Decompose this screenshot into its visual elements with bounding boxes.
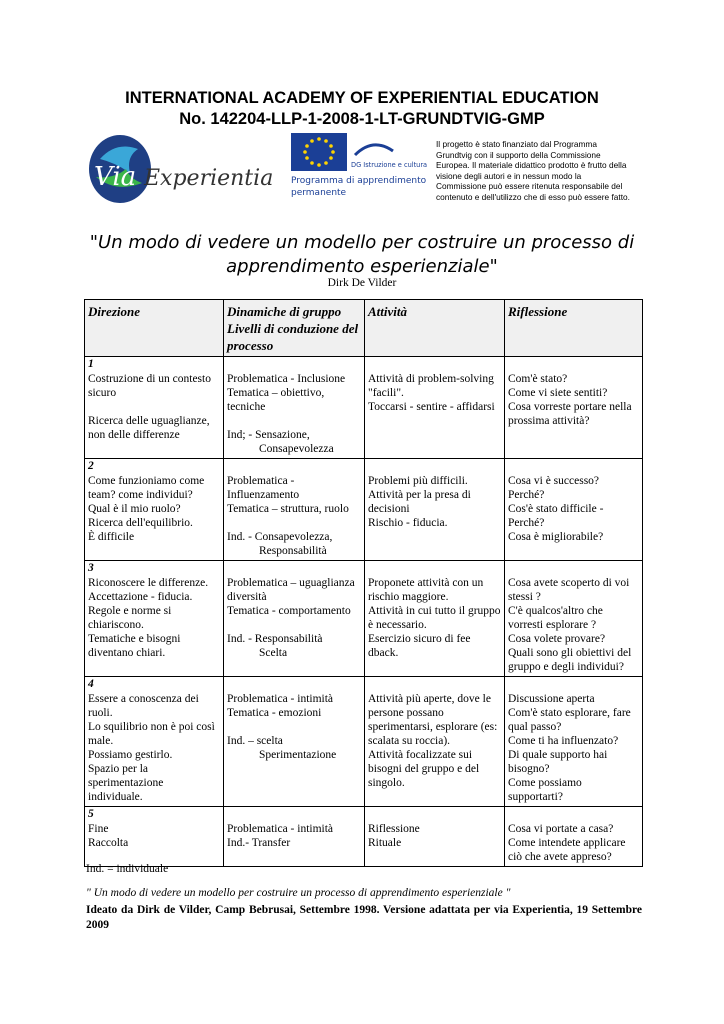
cell-line: Problematica - Influenzamento	[227, 475, 300, 501]
row-number: 4	[85, 677, 224, 692]
cell-line: Riflessione	[368, 823, 420, 835]
cell-line: Raccolta	[88, 837, 129, 849]
footer-title-citation: " Un modo di vedere un modello per costruire un processo di apprendimento esperienziale "	[86, 887, 511, 899]
cell-dinamiche	[224, 575, 365, 677]
cell-line: Perché?	[508, 489, 545, 501]
cell-riflessione	[505, 575, 643, 677]
cell-attivita	[365, 691, 505, 807]
empty-cell	[224, 459, 365, 474]
dg-swoosh-icon	[355, 145, 393, 155]
cell-line: Tematica – obiettivo, tecniche	[227, 387, 325, 413]
cell-line: Attività per la presa di decisioni	[368, 489, 471, 515]
table-row-number	[85, 807, 643, 822]
cell-line: Toccarsi - sentire - affidarsi	[368, 401, 495, 413]
spacer	[227, 414, 361, 428]
cell-riflessione	[505, 473, 643, 561]
table-row-number	[85, 561, 643, 576]
empty-cell	[365, 357, 505, 372]
spacer	[88, 400, 220, 414]
cell-line: Ind. – scelta	[227, 735, 283, 747]
cell-line: Problemi più difficili.	[368, 475, 468, 487]
cell-riflessione	[505, 371, 643, 459]
empty-cell	[224, 677, 365, 692]
empty-cell	[505, 459, 643, 474]
table-row-number	[85, 357, 643, 372]
cell-line: Possiamo gestirlo.	[88, 749, 173, 761]
cell-line: Com'è stato?	[508, 373, 568, 385]
cell-riflessione	[505, 691, 643, 807]
cell-line: Tematica – struttura, ruolo	[227, 503, 349, 515]
cell-line: Cosa vi portate a casa?	[508, 823, 614, 835]
cell-line: Come ti ha influenzato?	[508, 735, 619, 747]
spacer	[227, 516, 361, 530]
cell-line: Problematica - Inclusione	[227, 373, 346, 385]
cell-line: Fine	[88, 823, 109, 835]
header-riflessione: Riflessione	[505, 300, 643, 357]
cell-line: Come funzioniamo come team? come individui?	[88, 475, 205, 501]
dg-logo-text: DG Istruzione e cultura	[351, 161, 428, 169]
cell-line: Proponete attività con un rischio maggiore.	[368, 577, 484, 603]
cell-line: Quali sono gli obiettivi del gruppo e degli individui?	[508, 647, 632, 673]
cell-line: Qual è il mio ruolo?	[88, 503, 181, 515]
document-heading-academy: INTERNATIONAL ACADEMY OF EXPERIENTIAL EDUCATION	[125, 89, 599, 107]
empty-cell	[224, 807, 365, 822]
empty-cell	[505, 677, 643, 692]
cell-line: Spazio per la sperimentazione individuale.	[88, 763, 164, 803]
disclaimer-line: visione degli autori e in nessun modo la	[436, 170, 582, 181]
empty-cell	[365, 459, 505, 474]
cell-line: Attività in cui tutto il gruppo è necessario.	[368, 605, 501, 631]
cell-line: Cosa vorreste portare nella prossima attività?	[508, 401, 632, 427]
cell-line: Ricerca dell'equilibrio.	[88, 517, 193, 529]
cell-line: Tematiche e bisogni diventano chiari.	[88, 633, 181, 659]
via-experientia-logo	[86, 133, 276, 205]
document-title-line1: "Un modo di vedere un modello per costruire un processo di	[89, 232, 635, 253]
cell-direzione	[85, 575, 224, 677]
table-row-number	[85, 459, 643, 474]
table-row	[85, 575, 643, 677]
header-direzione: Direzione	[85, 300, 224, 357]
cell-line: Regole e norme si chiariscono.	[88, 605, 172, 631]
cell-dinamiche	[224, 821, 365, 867]
cell-line: Com'è stato esplorare, fare qual passo?	[508, 707, 631, 733]
cell-line: Attività di problem-solving "facili".	[368, 373, 494, 399]
author-name: Dirk De Vilder	[327, 277, 397, 289]
cell-direzione	[85, 821, 224, 867]
cell-dinamiche	[224, 473, 365, 561]
cell-line-indented: Sperimentazione	[259, 749, 337, 761]
cell-line: Problematica – uguaglianza diversità	[227, 577, 355, 603]
cell-line: Esercizio sicuro di fee dback.	[368, 633, 471, 659]
empty-cell	[505, 357, 643, 372]
funding-disclaimer	[436, 139, 641, 203]
cell-line: Essere a conoscenza dei ruoli.	[88, 693, 199, 719]
cell-line-indented: Responsabilità	[259, 545, 327, 557]
disclaimer-line: Europea. Il materiale didattico prodotto è frutto della	[436, 160, 627, 171]
programme-logo-text-line1: Programma di apprendimento	[291, 176, 427, 186]
table-row	[85, 371, 643, 459]
document-title-line2: apprendimento esperienziale"	[226, 256, 498, 277]
spacer	[227, 618, 361, 632]
disclaimer-line: Commissione può essere ritenuta responsabile del	[436, 181, 623, 192]
cell-direzione	[85, 371, 224, 459]
empty-cell	[505, 807, 643, 822]
cell-line: Cosa avete scoperto di voi stessi ?	[508, 577, 630, 603]
cell-line: Riconoscere le differenze.	[88, 577, 209, 589]
abbreviation-note: Ind. = individuale	[86, 863, 169, 875]
cell-line: Problematica - intimità	[227, 693, 334, 705]
table-body	[85, 357, 643, 867]
document-heading-project-number: No. 142204-LLP-1-2008-1-LT-GRUNDTVIG-GMP	[179, 110, 545, 128]
eu-programme-logo	[289, 133, 435, 203]
cell-line: Come vi siete sentiti?	[508, 387, 608, 399]
header-dinamiche: Dinamiche di gruppo Livelli di conduzione del processo	[224, 300, 365, 357]
row-number: 1	[85, 357, 224, 372]
empty-cell	[224, 357, 365, 372]
empty-cell	[505, 561, 643, 576]
cell-line: Cosa è migliorabile?	[508, 531, 604, 543]
cell-line: Costruzione di un contesto sicuro	[88, 373, 211, 399]
cell-line-indented: Consapevolezza	[259, 443, 334, 455]
cell-line: Di quale supporto hai bisogno?	[508, 749, 608, 775]
cell-line: Rischio - fiducia.	[368, 517, 448, 529]
cell-direzione	[85, 473, 224, 561]
disclaimer-line: contenuto e dell'utilizzo che di esso può essere fatto.	[436, 191, 630, 202]
cell-line: Come possiamo supportarti?	[508, 777, 582, 803]
table-header-row	[85, 300, 643, 357]
cell-line: Ind.- Transfer	[227, 837, 291, 849]
table-row	[85, 691, 643, 807]
cell-line: Ind; - Sensazione,	[227, 429, 310, 441]
cell-direzione	[85, 691, 224, 807]
cell-attivita	[365, 821, 505, 867]
process-table	[84, 299, 643, 867]
cell-dinamiche	[224, 371, 365, 459]
table-row	[85, 473, 643, 561]
cell-line: Ricerca delle uguaglianze, non delle differenze	[88, 415, 210, 441]
cell-attivita	[365, 473, 505, 561]
cell-line: Cos'è stato difficile - Perché?	[508, 503, 604, 529]
table-row-number	[85, 677, 643, 692]
cell-line: Tematica - comportamento	[227, 605, 351, 617]
empty-cell	[365, 561, 505, 576]
header-attivita: Attività	[365, 300, 505, 357]
empty-cell	[365, 807, 505, 822]
cell-line: È difficile	[88, 531, 135, 543]
table-row	[85, 821, 643, 867]
row-number: 5	[85, 807, 224, 822]
row-number: 2	[85, 459, 224, 474]
programme-logo-text-line2: permanente	[291, 188, 347, 198]
cell-line: Tematica - emozioni	[227, 707, 322, 719]
via-logo-text-part2: Experientia	[144, 166, 274, 191]
cell-line: Cosa vi è successo?	[508, 475, 600, 487]
cell-line: Lo squilibrio non è poi così male.	[88, 721, 215, 747]
spacer	[227, 720, 361, 734]
cell-line: Cosa volete provare?	[508, 633, 606, 645]
row-number: 3	[85, 561, 224, 576]
cell-line: Rituale	[368, 837, 402, 849]
disclaimer-line: Il progetto è stato finanziato dal Programma	[436, 139, 597, 149]
cell-line: Accettazione - fiducia.	[88, 591, 193, 603]
cell-line: Ind. - Consapevolezza,	[227, 531, 333, 543]
via-logo-text-part1: Via	[94, 162, 137, 192]
empty-cell	[224, 561, 365, 576]
cell-line-indented: Scelta	[259, 647, 288, 659]
cell-line: Attività focalizzate sui bisogni del gruppo e del singolo.	[368, 749, 480, 789]
cell-line: Discussione aperta	[508, 693, 595, 705]
cell-dinamiche	[224, 691, 365, 807]
cell-line: C'è qualcos'altro che vorresti esplorare ?	[508, 605, 603, 631]
cell-line: Attività più aperte, dove le persone possano sperimentarsi, esplorare (es: scalata su roccia).	[368, 693, 498, 747]
empty-cell	[365, 677, 505, 692]
cell-line: Ind. - Responsabilità	[227, 633, 323, 645]
cell-riflessione	[505, 821, 643, 867]
cell-attivita	[365, 371, 505, 459]
cell-line: Problematica - intimità	[227, 823, 334, 835]
disclaimer-line: Grundtvig con il supporto della Commissione	[436, 149, 601, 160]
cell-line: Come intendete applicare ciò che avete appreso?	[508, 837, 626, 863]
cell-attivita	[365, 575, 505, 677]
footer-credits: Ideato da Dirk de Vilder, Camp Bebrusai, Settembre 1998. Versione adattata per via Experientia, 19 Settembre 2009	[86, 904, 642, 931]
